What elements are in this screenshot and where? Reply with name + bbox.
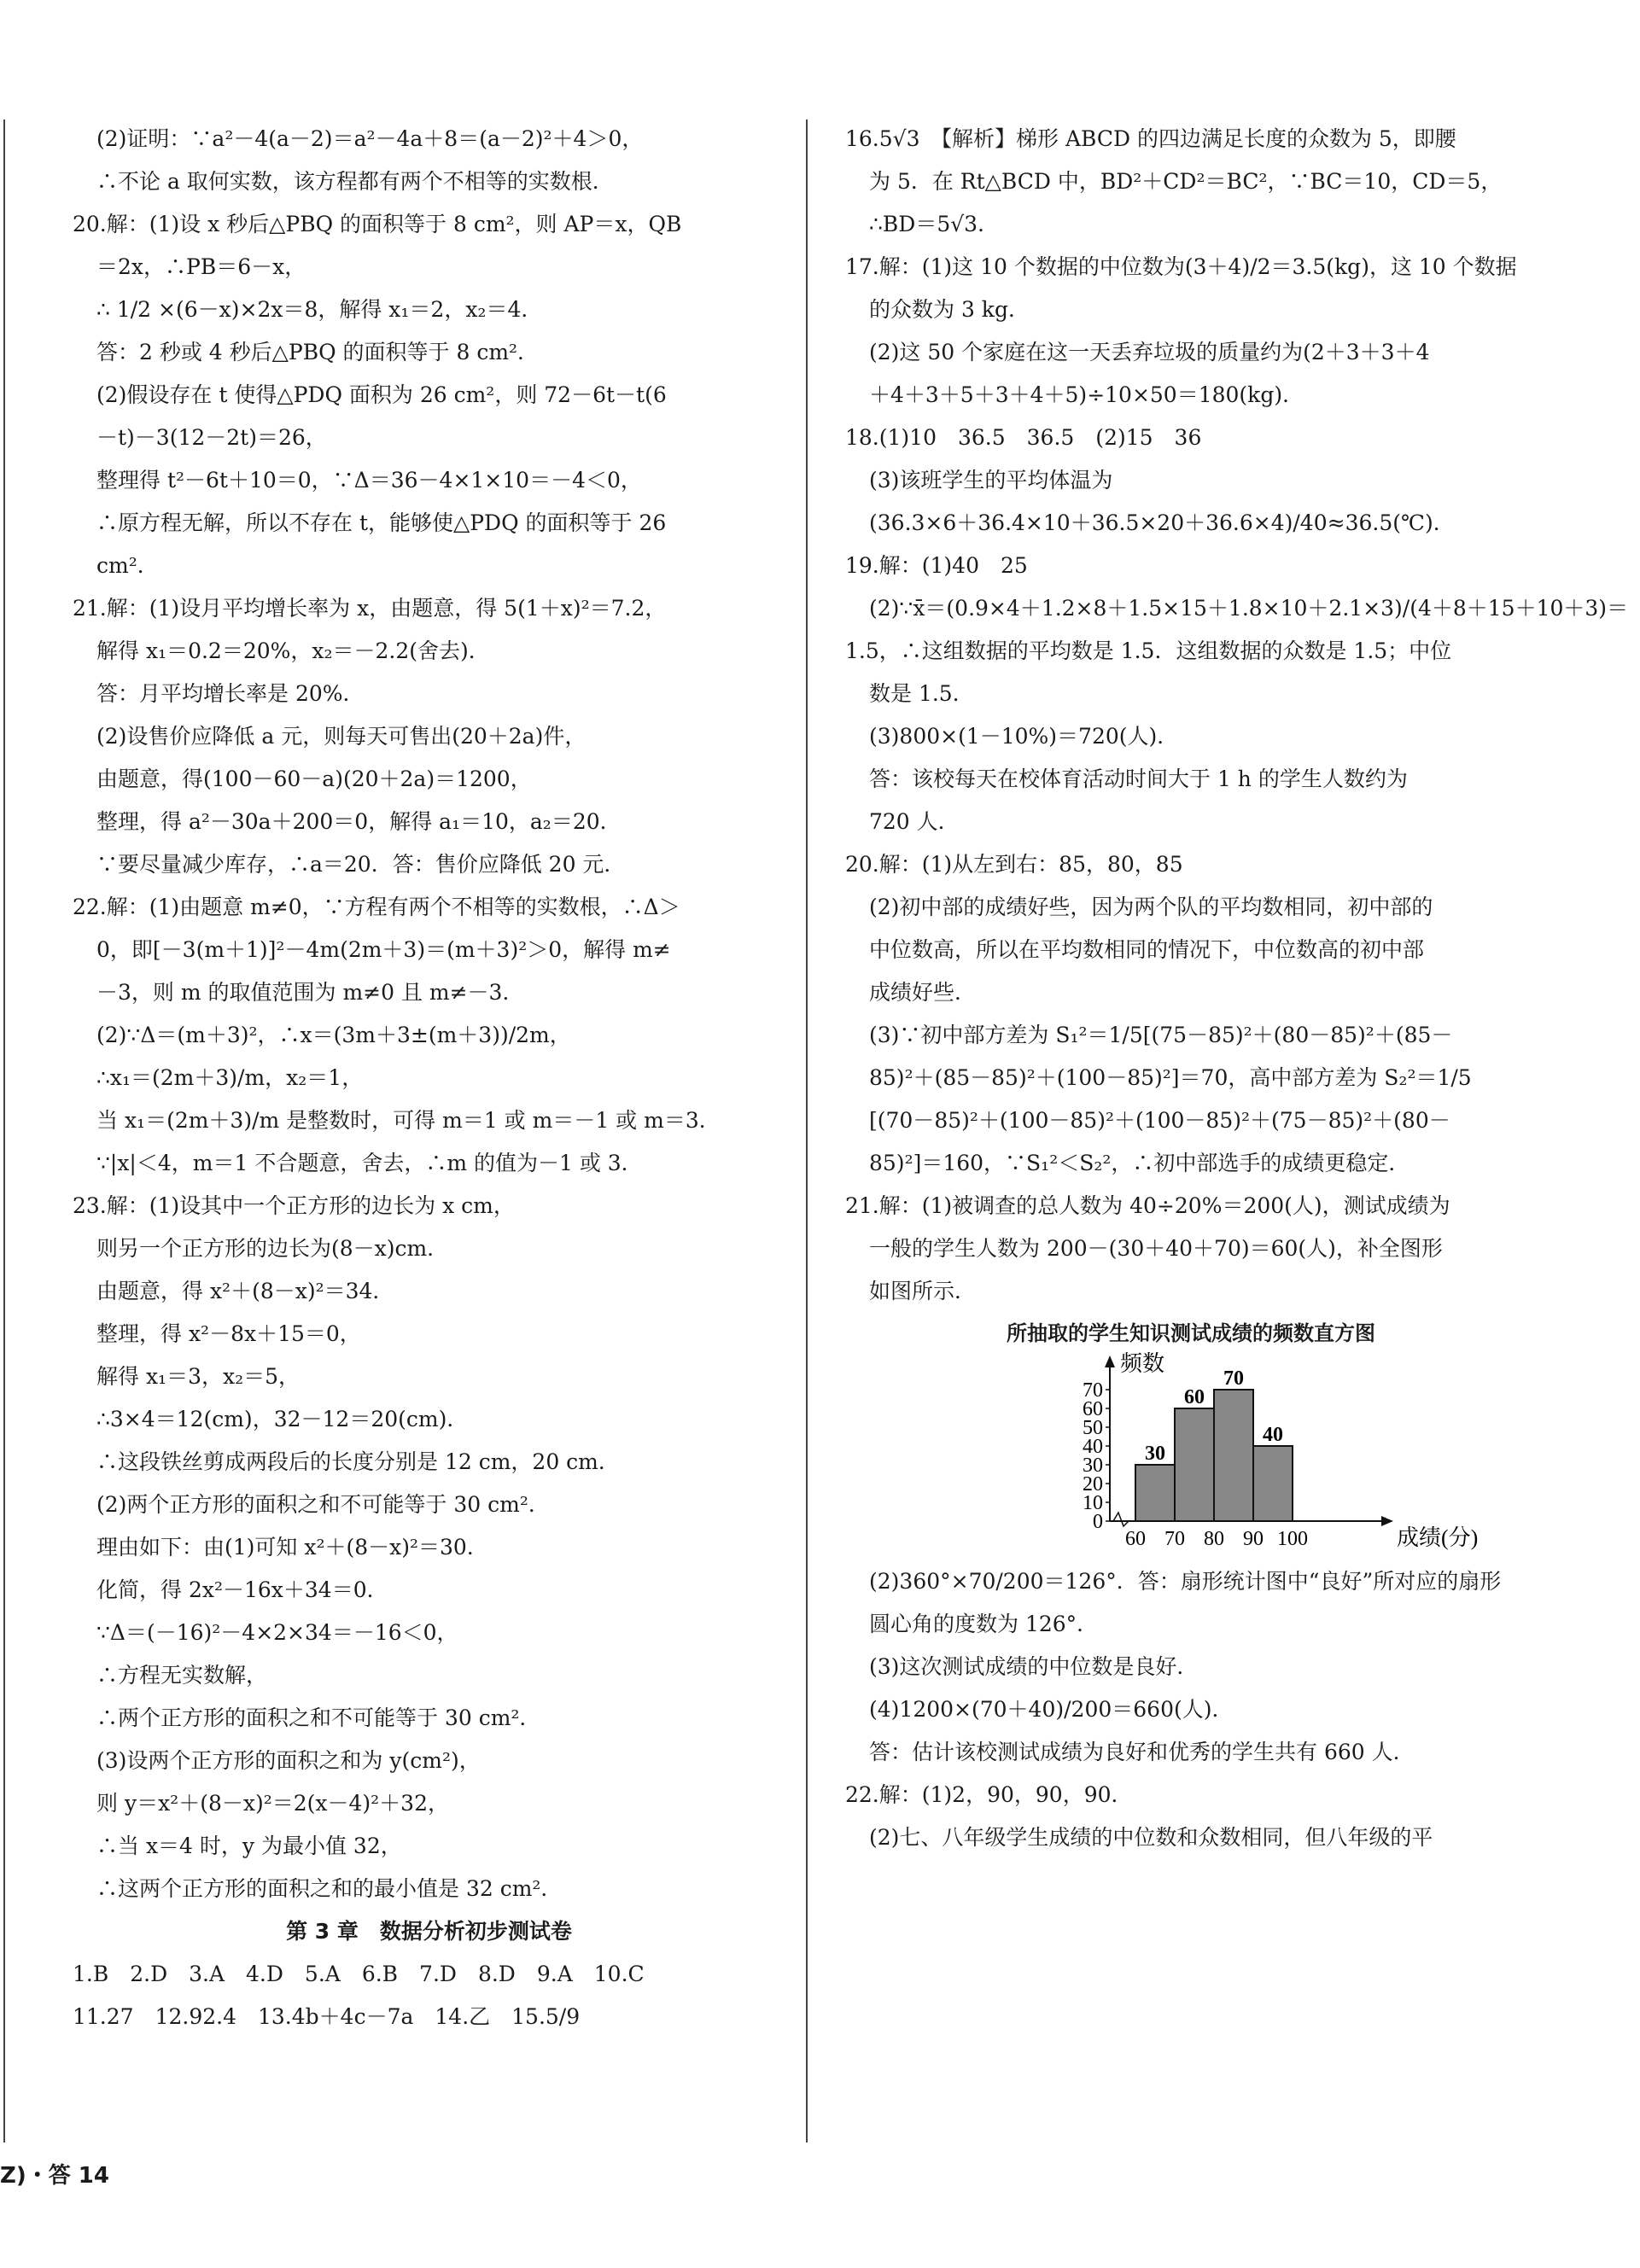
left-text-block	[73, 118, 785, 1910]
text-line: (2)这 50 个家庭在这一天丢弃垃圾的质量约为(2＋3＋3＋4	[869, 340, 1430, 364]
text-line: 22.解：(1)2，90，90，90．	[845, 1782, 1133, 1807]
text-line: 16.5√3 【解析】梯形 ABCD 的四边满足长度的众数为 5，即腰	[845, 126, 1456, 151]
text-line: (3)∵初中部方差为 S₁²＝1/5[(75－85)²＋(80－85)²＋(85－	[869, 1023, 1453, 1047]
text-line: cm²．	[96, 553, 159, 578]
text-line: 由题意，得(100－60－a)(20＋2a)＝1200，	[96, 767, 532, 791]
x-tick-label: 80	[1204, 1528, 1224, 1550]
column-divider	[806, 120, 808, 2143]
x-axis-label: 成绩(分)	[1397, 1525, 1479, 1550]
text-line: 圆心角的度数为 126°．	[869, 1612, 1099, 1636]
text-line: 理由如下：由(1)可知 x²＋(8－x)²＝30．	[96, 1535, 488, 1560]
text-line: 如图所示．	[869, 1279, 977, 1303]
histogram-bar	[1135, 1465, 1175, 1521]
answers-row-1: 1.B 2.D 3.A 4.D 5.A 6.B 7.D 8.D 9.A 10.C	[73, 1962, 645, 1986]
text-line: ∴BD＝5√3．	[869, 212, 1000, 236]
y-tick-label: 50	[1083, 1417, 1103, 1439]
text-line: 化简，得 2x²－16x＋34＝0．	[96, 1577, 388, 1602]
text-line: 17.解：(1)这 10 个数据的中位数为(3＋4)/2＝3.5(kg)，这 10 个数据	[845, 254, 1517, 279]
text-line: －3，则 m 的取值范围为 m≠0 且 m≠－3．	[96, 980, 524, 1005]
y-tick-label: 70	[1083, 1379, 1103, 1402]
text-line: ∴这段铁丝剪成两段后的长度分别是 12 cm，20 cm．	[96, 1449, 620, 1474]
text-line: 答：2 秒或 4 秒后△PBQ 的面积等于 8 cm²．	[96, 340, 540, 364]
text-line: (3)这次测试成绩的中位数是良好．	[869, 1654, 1199, 1679]
right-text-block-a	[845, 118, 1629, 1313]
text-line: ＝2x，∴PB＝6－x，	[96, 254, 306, 279]
text-line: 当 x₁＝(2m＋3)/m 是整数时，可得 m＝1 或 m＝－1 或 m＝3．	[96, 1108, 721, 1133]
text-line: (3)该班学生的平均体温为	[869, 468, 1113, 493]
bar-value-label: 40	[1263, 1424, 1283, 1446]
y-tick-label: 10	[1083, 1492, 1103, 1514]
text-line: 20.解：(1)设 x 秒后△PBQ 的面积等于 8 cm²，则 AP＝x，QB	[73, 212, 682, 236]
text-line: 中位数高，所以在平均数相同的情况下，中位数高的初中部	[869, 937, 1425, 962]
bar-value-label: 70	[1223, 1367, 1244, 1390]
text-line: ∵要尽量减少库存，∴a＝20．答：售价应降低 20 元．	[96, 852, 626, 877]
text-line: ∴当 x＝4 时，y 为最小值 32，	[96, 1834, 402, 1858]
text-line: ∵|x|＜4，m＝1 不合题意，舍去，∴m 的值为－1 或 3．	[96, 1151, 643, 1175]
text-line: ∴这两个正方形的面积之和的最小值是 32 cm²．	[96, 1876, 563, 1901]
text-line: ＋4＋3＋5＋3＋4＋5)÷10×50＝180(kg)．	[869, 382, 1304, 407]
text-line: (2)初中部的成绩好些，因为两个队的平均数相同，初中部的	[869, 895, 1433, 919]
x-tick-label: 100	[1277, 1528, 1308, 1550]
text-line: (36.3×6＋36.4×10＋36.5×20＋36.6×4)/40≈36.5(℃)．	[869, 510, 1455, 535]
text-line: 21.解：(1)设月平均增长率为 x，由题意，得 5(1＋x)²＝7.2，	[73, 596, 667, 621]
text-line: ∴不论 a 取何实数，该方程都有两个不相等的实数根．	[96, 169, 614, 194]
x-tick-label: 70	[1164, 1528, 1185, 1550]
text-line: (2)∵x̄＝(0.9×4＋1.2×8＋1.5×15＋1.8×10＋2.1×3)/(4＋8＋15＋10＋3)＝	[869, 596, 1629, 621]
text-line: (3)800×(1－10%)＝720(人)．	[869, 724, 1179, 749]
y-tick-label: 40	[1083, 1436, 1103, 1458]
text-line: 23.解：(1)设其中一个正方形的边长为 x cm，	[73, 1193, 515, 1218]
histogram-bar	[1214, 1390, 1253, 1521]
text-line: 85)²]＝160，∵S₁²＜S₂²，∴初中部选手的成绩更稳定．	[869, 1151, 1410, 1175]
right-column	[845, 118, 1629, 1859]
right-text-block-b	[845, 1560, 1537, 1859]
text-line: 720 人．	[869, 809, 960, 834]
text-line: (2)360°×70/200＝126°．答：扇形统计图中“良好”所对应的扇形	[869, 1569, 1502, 1594]
y-tick-label: 0	[1093, 1511, 1103, 1533]
text-line: ∴方程无实数解，	[96, 1663, 268, 1688]
text-line: ∴原方程无解，所以不存在 t，能够使△PDQ 的面积等于 26	[96, 510, 667, 535]
text-line: [(70－85)²＋(100－85)²＋(100－85)²＋(75－85)²＋(80－	[869, 1108, 1450, 1133]
text-line: 答：该校每天在校体育活动时间大于 1 h 的学生人数约为	[869, 767, 1408, 791]
text-line: 成绩好些．	[869, 980, 977, 1005]
text-line: －t)－3(12－2t)＝26，	[96, 425, 327, 450]
text-line: 21.解：(1)被调查的总人数为 40÷20%＝200(人)，测试成绩为	[845, 1193, 1450, 1218]
text-line: 一般的学生人数为 200－(30＋40＋70)＝60(人)，补全图形	[869, 1236, 1443, 1261]
text-line: ∴ 1/2 ×(6－x)×2x＝8，解得 x₁＝2，x₂＝4．	[96, 297, 543, 322]
text-line: 18.(1)10 36.5 36.5 (2)15 36	[845, 425, 1202, 450]
chart-title: 所抽取的学生知识测试成绩的频数直方图	[1007, 1321, 1375, 1345]
text-line: 整理，得 a²－30a＋200＝0，解得 a₁＝10，a₂＝20．	[96, 809, 622, 834]
y-axis-label: 频数	[1120, 1351, 1165, 1376]
text-line: (2)证明：∵a²－4(a－2)＝a²－4a＋8＝(a－2)²＋4＞0，	[96, 126, 644, 151]
text-line: 解得 x₁＝0.2＝20%，x₂＝－2.2(舍去)．	[96, 638, 490, 663]
text-line: 整理，得 x²－8x＋15＝0，	[96, 1321, 361, 1346]
histogram-figure	[845, 1316, 1537, 1560]
axis-break-mark	[1113, 1513, 1129, 1526]
text-line: 答：估计该校测试成绩为良好和优秀的学生共有 660 人．	[869, 1740, 1415, 1764]
x-tick-label: 90	[1243, 1528, 1264, 1550]
text-line: 19.解：(1)40 25	[845, 553, 1028, 578]
text-line: 20.解：(1)从左到右：85，80，85	[845, 852, 1183, 877]
x-tick-label: 60	[1125, 1528, 1146, 1550]
text-line: 答：月平均增长率是 20%．	[96, 681, 365, 706]
text-line: 则另一个正方形的边长为(8－x)cm．	[96, 1236, 449, 1261]
left-column	[73, 118, 785, 2038]
histogram-bar	[1175, 1408, 1214, 1521]
text-line: ∴x₁＝(2m＋3)/m，x₂＝1，	[96, 1065, 364, 1090]
text-line: 85)²＋(85－85)²＋(100－85)²]＝70，高中部方差为 S₂²＝1/5	[869, 1065, 1472, 1090]
histogram-bar	[1253, 1446, 1293, 1521]
text-line: ∴两个正方形的面积之和不可能等于 30 cm²．	[96, 1705, 541, 1730]
text-line: 由题意，得 x²＋(8－x)²＝34．	[96, 1279, 394, 1303]
text-line: 则 y＝x²＋(8－x)²＝2(x－4)²＋32，	[96, 1791, 449, 1816]
text-line: (2)∵Δ＝(m＋3)²，∴x＝(3m＋3±(m＋3))/2m，	[96, 1023, 571, 1047]
page-footer: Z)・答 14	[0, 2163, 109, 2189]
page-divider-left	[3, 120, 5, 2143]
text-line: 0，即[－3(m＋1)]²－4m(2m＋3)＝(m＋3)²＞0，解得 m≠	[96, 937, 671, 962]
text-line: (2)七、八年级学生成绩的中位数和众数相同，但八年级的平	[869, 1825, 1433, 1850]
text-line: 的众数为 3 kg．	[869, 297, 1030, 322]
text-line: (4)1200×(70＋40)/200＝660(人)．	[869, 1697, 1234, 1722]
text-line: 整理得 t²－6t＋10＝0，∵Δ＝36－4×1×10＝－4＜0，	[96, 468, 642, 493]
x-axis-arrow	[1381, 1516, 1393, 1526]
text-line: 为 5．在 Rt△BCD 中，BD²＋CD²＝BC²，∵BC＝10，CD＝5，	[869, 169, 1503, 194]
histogram-chart	[845, 1350, 1537, 1555]
text-line: ∴3×4＝12(cm)，32－12＝20(cm)．	[96, 1407, 469, 1431]
y-tick-label: 20	[1083, 1473, 1103, 1495]
y-axis-arrow	[1105, 1356, 1115, 1367]
y-tick-label: 60	[1083, 1398, 1103, 1420]
text-line: 22.解：(1)由题意 m≠0，∵方程有两个不相等的实数根，∴Δ＞	[73, 895, 680, 919]
section-title: 第 3 章 数据分析初步测试卷	[286, 1919, 572, 1944]
bar-value-label: 30	[1145, 1443, 1165, 1465]
text-line: (2)两个正方形的面积之和不可能等于 30 cm²．	[96, 1492, 550, 1517]
text-line: (2)设售价应降低 a 元，则每天可售出(20＋2a)件，	[96, 724, 587, 749]
answers-row-2: 11.27 12.92.4 13.4b＋4c－7a 14.乙 15.5/9	[73, 2004, 581, 2029]
text-line: ∵Δ＝(－16)²－4×2×34＝－16＜0，	[96, 1620, 458, 1645]
y-tick-label: 30	[1083, 1455, 1103, 1477]
text-line: (2)假设存在 t 使得△PDQ 面积为 26 cm²，则 72－6t－t(6	[96, 382, 667, 407]
text-line: 数是 1.5．	[869, 681, 974, 706]
text-line: 1.5，∴这组数据的平均数是 1.5．这组数据的众数是 1.5；中位	[845, 638, 1452, 663]
text-line: 解得 x₁＝3，x₂＝5，	[96, 1364, 301, 1389]
text-line: (3)设两个正方形的面积之和为 y(cm²)，	[96, 1748, 481, 1773]
bar-value-label: 60	[1184, 1386, 1205, 1408]
